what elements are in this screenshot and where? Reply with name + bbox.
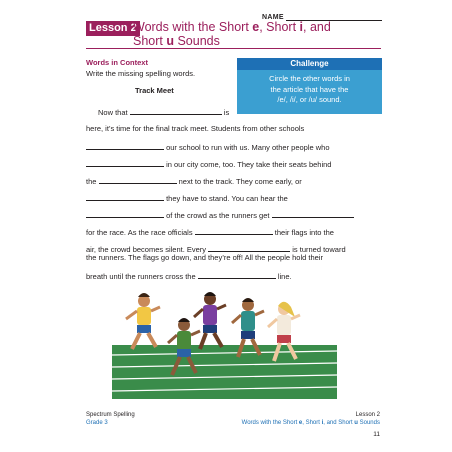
answer-blank[interactable] <box>198 270 276 279</box>
footer-grade: Grade 3 <box>86 420 108 426</box>
answer-blank[interactable] <box>208 243 290 252</box>
story-line: Now that is <box>98 108 230 117</box>
page-number: 11 <box>373 431 380 438</box>
title-rule <box>86 48 381 49</box>
runners-illustration <box>112 287 337 399</box>
answer-blank[interactable] <box>86 192 164 201</box>
story-line: our school to run with us. Many other people who <box>86 141 382 153</box>
lesson-badge: Lesson 2 <box>86 21 140 36</box>
page-title: Words with the Short e, Short i, and Short u Sounds <box>133 20 331 48</box>
runner-figure <box>126 293 160 349</box>
instruction-text: Write the missing spelling words. <box>86 69 196 78</box>
story-line: for the race. As the race officials their flags into the <box>86 228 334 237</box>
answer-blank[interactable] <box>130 106 222 115</box>
story-line: here, it’s time for the final track meet. Students from other schools <box>86 124 305 133</box>
answer-blank[interactable] <box>272 209 354 218</box>
name-label: NAME <box>262 14 284 21</box>
story-line: they have to stand. You can hear the <box>86 192 382 204</box>
answer-blank[interactable] <box>86 158 164 167</box>
footer-series: Spectrum Spelling <box>86 412 135 418</box>
story-line: the next to the track. They come early, or <box>86 177 302 186</box>
answer-blank[interactable] <box>86 209 164 218</box>
footer-lesson-title: Words with the Short e, Short i, and Short u Sounds <box>241 420 380 426</box>
challenge-text: Circle the other words in the article that have the /e/, /i/, or /u/ sound. <box>269 74 350 104</box>
story-line: breath until the runners cross the line. <box>86 272 292 281</box>
footer-lesson: Lesson 2 <box>355 412 380 418</box>
story-line: of the crowd as the runners get <box>86 209 382 221</box>
answer-blank[interactable] <box>195 226 273 235</box>
story-title: Track Meet <box>135 86 174 95</box>
story-line: in our city come, too. They take their seats behind <box>86 158 382 170</box>
section-heading: Words in Context <box>86 58 148 67</box>
answer-blank[interactable] <box>99 175 177 184</box>
answer-blank[interactable] <box>86 141 164 150</box>
story-line: air, the crowd becomes silent. Every is turned toward <box>86 245 346 254</box>
runner-figure <box>194 292 226 349</box>
challenge-heading: Challenge <box>237 58 382 70</box>
story-line: the runners. The flags go down, and they’re off! All the people hold their <box>86 253 323 262</box>
